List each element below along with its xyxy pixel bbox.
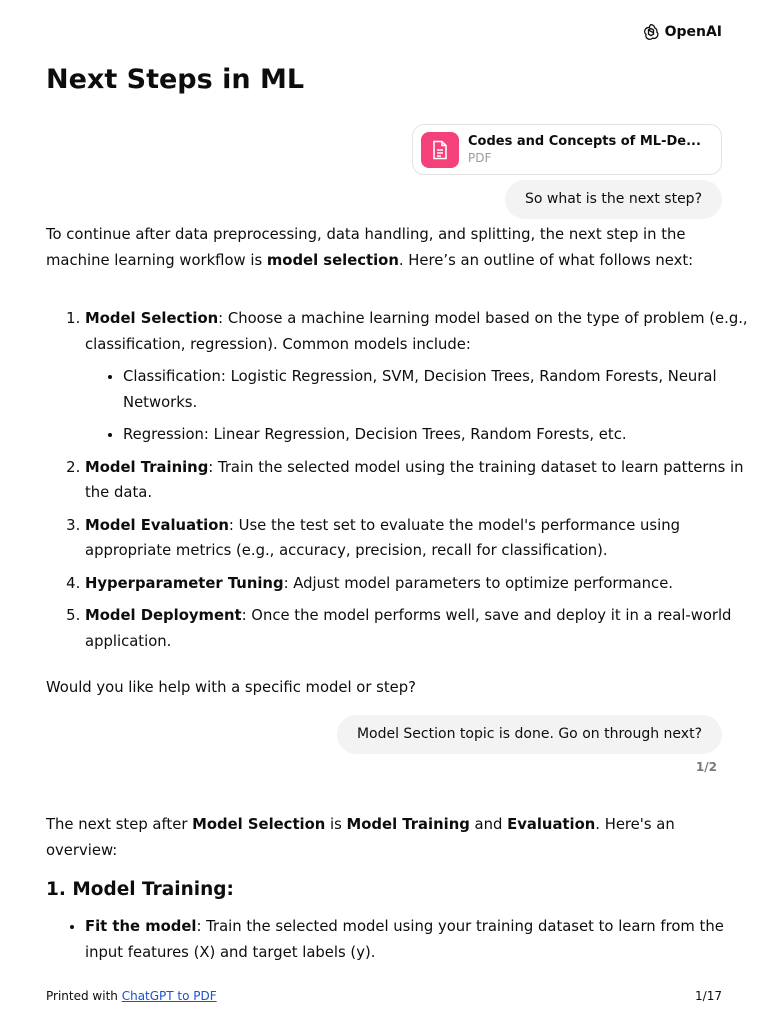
user-message-bubble: So what is the next step? <box>505 180 722 219</box>
sub-list <box>85 364 761 448</box>
page-title: Next Steps in ML <box>46 64 305 95</box>
intro-bold: model selection <box>266 251 399 269</box>
list-item: • Regression: Linear Regression, Decision Trees, Random Forests, etc. <box>123 422 761 448</box>
footer-link[interactable]: ChatGPT to PDF <box>121 989 217 1003</box>
response-pager[interactable]: 1/2 <box>695 760 717 774</box>
next-text: The next step after <box>46 816 193 833</box>
step-text: : Train the selected model using the training dataset to learn patterns in the data. <box>85 458 744 501</box>
document-icon <box>421 132 459 168</box>
list-item <box>85 603 761 654</box>
openai-logo-icon <box>641 22 661 42</box>
step-text: : Once the model performs well, save and deploy it in a real-world application. <box>85 607 732 650</box>
assistant-followup: Would you like help with a specific model or step? <box>46 679 417 696</box>
section-heading: 1. Model Training: <box>46 879 234 900</box>
step-title: Model Evaluation <box>85 516 229 534</box>
step-text: : Use the test set to evaluate the model's performance using appropriate metrics (e.g., accuracy, precision, recall for classification). <box>85 516 681 559</box>
openai-brand <box>641 22 722 42</box>
next-bold: Model Training <box>346 816 470 833</box>
list-item <box>85 513 761 564</box>
footer-printed <box>46 989 217 1003</box>
list-item <box>85 914 761 965</box>
attachment-name: Codes and Concepts of ML-De... <box>468 134 701 149</box>
intro-text: To continue after data preprocessing, data handling, and splitting, the next step in the machine learning workflow is <box>46 226 686 269</box>
attachment-type: PDF <box>468 151 492 165</box>
attachment-card[interactable] <box>412 124 722 175</box>
step-title: Hyperparameter Tuning <box>85 574 284 592</box>
brand-name: OpenAI <box>664 24 722 40</box>
step-title: Model Selection <box>85 310 219 327</box>
fit-title: Fit the model <box>85 918 197 935</box>
intro-text-end: . Here’s an outline of what follows next: <box>398 251 694 269</box>
next-text: is <box>325 816 347 833</box>
page-number: 1/17 <box>695 989 722 1003</box>
next-bold: Evaluation <box>507 816 596 833</box>
assistant-intro <box>46 222 722 273</box>
next-text: . Here's an overview: <box>46 816 675 859</box>
training-list <box>46 914 761 965</box>
steps-list <box>46 306 761 661</box>
list-item: • Classification: Logistic Regression, SVM, Decision Trees, Random Forests, Neural Networks. <box>123 364 761 415</box>
fit-text: : Train the selected model using your training dataset to learn from the input features (X) and target labels (y). <box>85 918 724 961</box>
step-title: Model Training <box>85 458 209 476</box>
next-bold: Model Selection <box>192 816 326 833</box>
list-item <box>85 306 761 448</box>
list-item <box>85 455 761 506</box>
step-text: : Adjust model parameters to optimize performance. <box>283 574 673 592</box>
list-item <box>85 571 761 597</box>
step-text: : Choose a machine learning model based on the type of problem (e.g., classification, regression). Common models include: <box>85 310 748 353</box>
user-message-bubble-2: Model Section topic is done. Go on through next? <box>337 715 722 754</box>
footer-text: Printed with <box>46 989 122 1003</box>
step-title: Model Deployment <box>85 607 242 624</box>
assistant-next <box>46 812 722 863</box>
next-text: and <box>469 816 508 833</box>
